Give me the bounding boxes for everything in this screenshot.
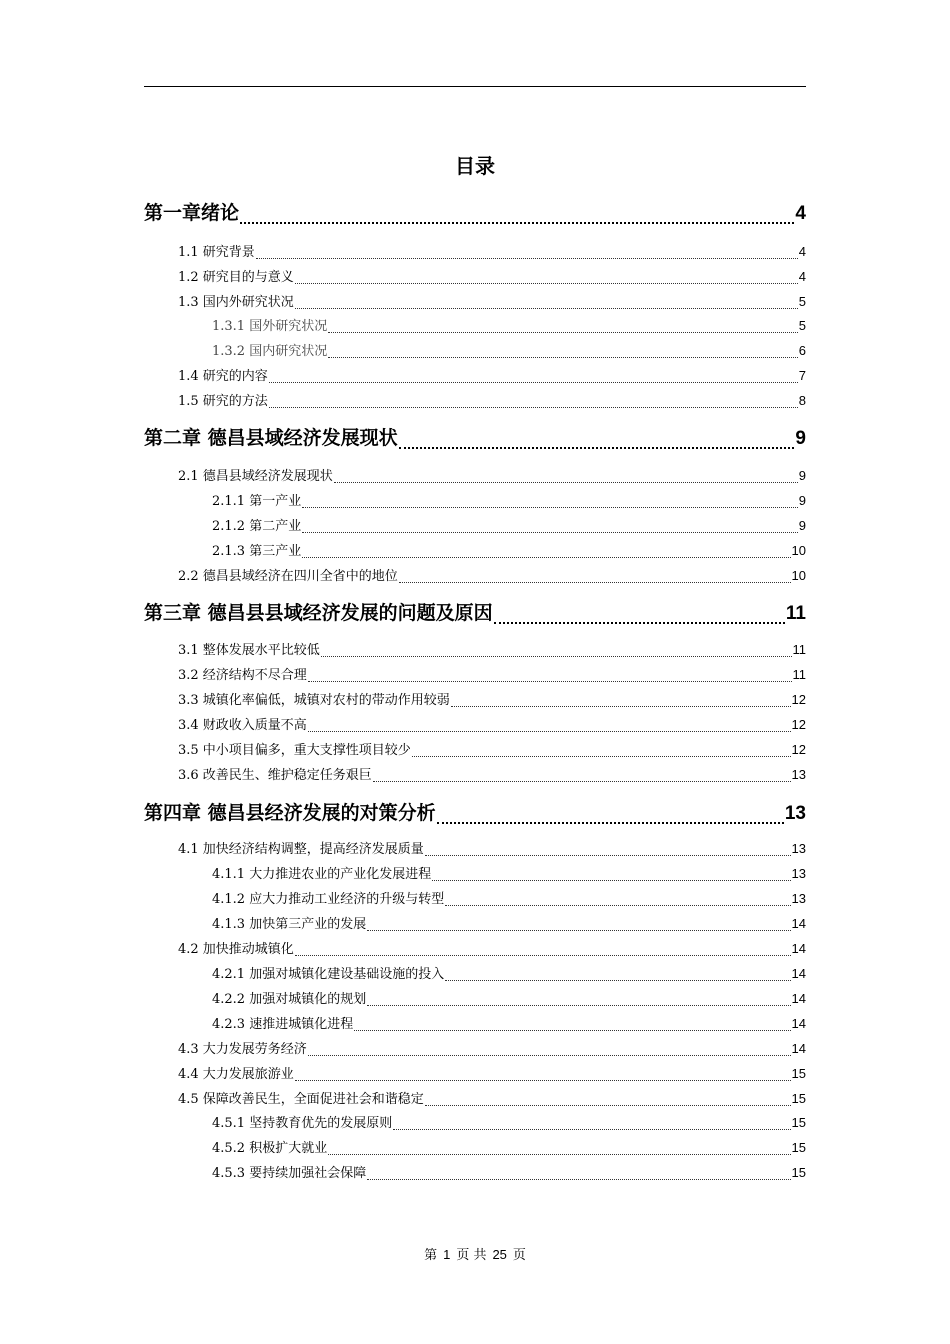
toc-leader-dots	[425, 855, 791, 856]
toc-subsection-entry[interactable]	[212, 864, 806, 884]
toc-entry-label: 2.1.2 第二产业	[212, 519, 302, 534]
toc-subsection-entry[interactable]	[212, 341, 806, 361]
toc-leader-dots	[295, 283, 798, 284]
toc-leader-dots	[302, 557, 790, 558]
toc-entry-label: 4.2.3 速推进城镇化进程	[212, 1017, 354, 1032]
toc-section-entry[interactable]	[178, 391, 806, 411]
toc-entry-page-number: 12	[791, 692, 806, 707]
toc-entry-page-number: 11	[792, 642, 806, 657]
toc-entry-label: 4.2.1 加强对城镇化建设基础设施的投入	[212, 967, 445, 982]
toc-entry-page-number: 15	[791, 1140, 806, 1155]
toc-subsection-entry[interactable]	[212, 316, 806, 336]
toc-entry-page-number: 14	[791, 1016, 806, 1031]
toc-entry-label: 1.3 国内外研究状况	[178, 295, 294, 310]
toc-entry-label: 2.1 德昌县域经济发展现状	[178, 469, 333, 484]
toc-entry-label: 2.2 德昌县域经济在四川全省中的地位	[178, 569, 398, 584]
toc-entry-label: 3.3 城镇化率偏低，城镇对农村的带动作用较弱	[178, 693, 450, 708]
toc-entry-page-number: 15	[791, 1091, 806, 1106]
toc-entry-label: 1.4 研究的内容	[178, 369, 268, 384]
toc-entry-label: 第四章 德昌县经济发展的对策分析	[144, 802, 436, 824]
toc-entry-page-number: 10	[791, 568, 806, 583]
toc-entry-page-number: 9	[798, 493, 806, 508]
toc-section-entry[interactable]	[178, 839, 806, 859]
toc-leader-dots	[328, 332, 798, 333]
toc-entry-page-number: 13	[784, 803, 806, 824]
toc-leader-dots	[393, 1129, 790, 1130]
footer-total-pages: 25	[492, 1247, 507, 1262]
toc-leader-dots	[308, 681, 792, 682]
toc-entry-page-number: 5	[798, 294, 806, 309]
toc-entry-page-number: 13	[791, 841, 806, 856]
toc-entry-label: 3.5 中小项目偏多，重大支撑性项目较少	[178, 743, 411, 758]
toc-leader-dots	[295, 1080, 791, 1081]
toc-entry-label: 2.1.1 第一产业	[212, 494, 302, 509]
toc-entry-page-number: 9	[798, 468, 806, 483]
toc-leader-dots	[445, 980, 790, 981]
toc-entry-page-number: 9	[795, 428, 806, 449]
toc-leader-dots	[367, 1179, 790, 1180]
toc-entry-label: 4.5.2 积极扩大就业	[212, 1141, 328, 1156]
toc-leader-dots	[256, 258, 798, 259]
toc-entry-page-number: 14	[791, 1041, 806, 1056]
toc-entry-page-number: 15	[791, 1165, 806, 1180]
toc-leader-dots	[425, 1105, 791, 1106]
toc-leader-dots	[269, 382, 798, 383]
toc-chapter-entry[interactable]	[144, 598, 806, 628]
toc-entry-label: 1.3.2 国内研究状况	[212, 344, 328, 359]
toc-subsection-entry[interactable]	[212, 1014, 806, 1034]
toc-leader-dots	[399, 582, 791, 583]
toc-entry-label: 4.1 加快经济结构调整，提高经济发展质量	[178, 842, 424, 857]
toc-entry-label: 1.3.1 国外研究状况	[212, 319, 328, 334]
toc-leader-dots	[328, 1154, 790, 1155]
toc-leader-dots	[295, 308, 798, 309]
toc-entry-label: 4.1.2 应大力推动工业经济的升级与转型	[212, 892, 445, 907]
toc-leader-dots	[412, 756, 791, 757]
toc-section-entry[interactable]	[178, 690, 806, 710]
toc-subsection-entry[interactable]	[212, 1113, 806, 1133]
toc-leader-dots	[269, 407, 798, 408]
toc-entry-page-number: 13	[791, 866, 806, 881]
toc-entry-label: 4.2 加快推动城镇化	[178, 942, 294, 957]
toc-subsection-entry[interactable]	[212, 889, 806, 909]
toc-entry-page-number: 11	[785, 603, 806, 624]
toc-entry-label: 第三章 德昌县县域经济发展的问题及原因	[144, 602, 493, 624]
toc-section-entry[interactable]	[178, 1089, 806, 1109]
toc-title: 目录	[455, 154, 495, 178]
toc-section-entry[interactable]	[178, 292, 806, 312]
toc-entry-label: 4.4 大力发展旅游业	[178, 1067, 294, 1082]
toc-section-entry[interactable]	[178, 267, 806, 287]
toc-entry-page-number: 14	[791, 916, 806, 931]
toc-entry-label: 3.4 财政收入质量不高	[178, 718, 307, 733]
toc-entry-label: 第一章绪论	[144, 202, 240, 224]
toc-leader-dots	[432, 880, 790, 881]
toc-leader-dots	[240, 222, 794, 224]
toc-entry-page-number: 7	[798, 368, 806, 383]
toc-entry-label: 3.1 整体发展水平比较低	[178, 643, 320, 658]
toc-entry-page-number: 14	[791, 941, 806, 956]
toc-subsection-entry[interactable]	[212, 516, 806, 536]
toc-entry-label: 第二章 德昌县域经济发展现状	[144, 427, 398, 449]
toc-entry-label: 4.5.1 坚持教育优先的发展原则	[212, 1116, 393, 1131]
toc-entry-label: 4.1.1 大力推进农业的产业化发展进程	[212, 867, 432, 882]
toc-leader-dots	[367, 930, 790, 931]
toc-entry-label: 4.5 保障改善民生，全面促进社会和谐稳定	[178, 1092, 424, 1107]
footer-current-page: 1	[443, 1247, 451, 1262]
footer-prefix: 第	[424, 1248, 438, 1263]
toc-entry-label: 1.1 研究背景	[178, 245, 255, 260]
toc-entry-page-number: 6	[798, 343, 806, 358]
toc-section-entry[interactable]	[178, 1064, 806, 1084]
toc-entry-label: 1.5 研究的方法	[178, 394, 268, 409]
toc-entry-page-number: 14	[791, 966, 806, 981]
toc-entry-page-number: 12	[791, 717, 806, 732]
toc-entry-label: 4.3 大力发展劳务经济	[178, 1042, 307, 1057]
toc-section-entry[interactable]	[178, 366, 806, 386]
toc-entry-label: 3.2 经济结构不尽合理	[178, 668, 307, 683]
toc-leader-dots	[334, 482, 798, 483]
toc-section-entry[interactable]	[178, 715, 806, 735]
toc-entry-label: 2.1.3 第三产业	[212, 544, 302, 559]
toc-leader-dots	[295, 955, 791, 956]
toc-leader-dots	[302, 507, 798, 508]
toc-leader-dots	[367, 1005, 790, 1006]
toc-entry-page-number: 10	[791, 543, 806, 558]
toc-entry-page-number: 13	[791, 767, 806, 782]
toc-leader-dots	[308, 1055, 791, 1056]
toc-subsection-entry[interactable]	[212, 1138, 806, 1158]
toc-entry-page-number: 9	[798, 518, 806, 533]
toc-entry-label: 3.6 改善民生、维护稳定任务艰巨	[178, 768, 372, 783]
toc-entry-page-number: 4	[798, 269, 806, 284]
toc-section-entry[interactable]	[178, 640, 806, 660]
toc-entry-page-number: 8	[798, 393, 806, 408]
toc-section-entry[interactable]	[178, 242, 806, 262]
footer-suffix: 页	[512, 1248, 526, 1263]
page-footer	[0, 1246, 950, 1265]
toc-entry-label: 4.2.2 加强对城镇化的规划	[212, 992, 367, 1007]
header-rule	[144, 86, 806, 87]
toc-entry-page-number: 15	[791, 1066, 806, 1081]
toc-subsection-entry[interactable]	[212, 964, 806, 984]
toc-leader-dots	[308, 731, 791, 732]
toc-section-entry[interactable]	[178, 466, 806, 486]
toc-entry-label: 4.1.3 加快第三产业的发展	[212, 917, 367, 932]
toc-subsection-entry[interactable]	[212, 914, 806, 934]
toc-leader-dots	[373, 781, 791, 782]
toc-subsection-entry[interactable]	[212, 989, 806, 1009]
toc-section-entry[interactable]	[178, 765, 806, 785]
toc-leader-dots	[437, 822, 784, 824]
toc-chapter-entry[interactable]	[144, 798, 806, 828]
toc-subsection-entry[interactable]	[212, 1163, 806, 1183]
toc-entry-page-number: 15	[791, 1115, 806, 1130]
toc-leader-dots	[302, 532, 798, 533]
toc-leader-dots	[321, 656, 792, 657]
toc-section-entry[interactable]	[178, 740, 806, 760]
toc-section-entry[interactable]	[178, 1039, 806, 1059]
toc-section-entry[interactable]	[178, 566, 806, 586]
toc-leader-dots	[451, 706, 791, 707]
toc-section-entry[interactable]	[178, 939, 806, 959]
toc-entry-page-number: 4	[798, 244, 806, 259]
footer-middle: 页 共	[456, 1248, 487, 1263]
toc-subsection-entry[interactable]	[212, 541, 806, 561]
toc-entry-label: 4.5.3 要持续加强社会保障	[212, 1166, 367, 1181]
toc-leader-dots	[354, 1030, 790, 1031]
toc-entry-page-number: 12	[791, 742, 806, 757]
toc-entry-page-number: 5	[798, 318, 806, 333]
toc-subsection-entry[interactable]	[212, 491, 806, 511]
toc-entry-page-number: 11	[792, 667, 806, 682]
toc-entry-page-number: 14	[791, 991, 806, 1006]
toc-leader-dots	[399, 447, 795, 449]
toc-chapter-entry[interactable]	[144, 198, 806, 228]
toc-entry-page-number: 13	[791, 891, 806, 906]
toc-entry-page-number: 4	[795, 203, 806, 224]
toc-entry-label: 1.2 研究目的与意义	[178, 270, 294, 285]
toc-leader-dots	[494, 622, 785, 624]
toc-chapter-entry[interactable]	[144, 423, 806, 453]
toc-section-entry[interactable]	[178, 665, 806, 685]
toc-leader-dots	[445, 905, 790, 906]
toc-leader-dots	[328, 357, 798, 358]
